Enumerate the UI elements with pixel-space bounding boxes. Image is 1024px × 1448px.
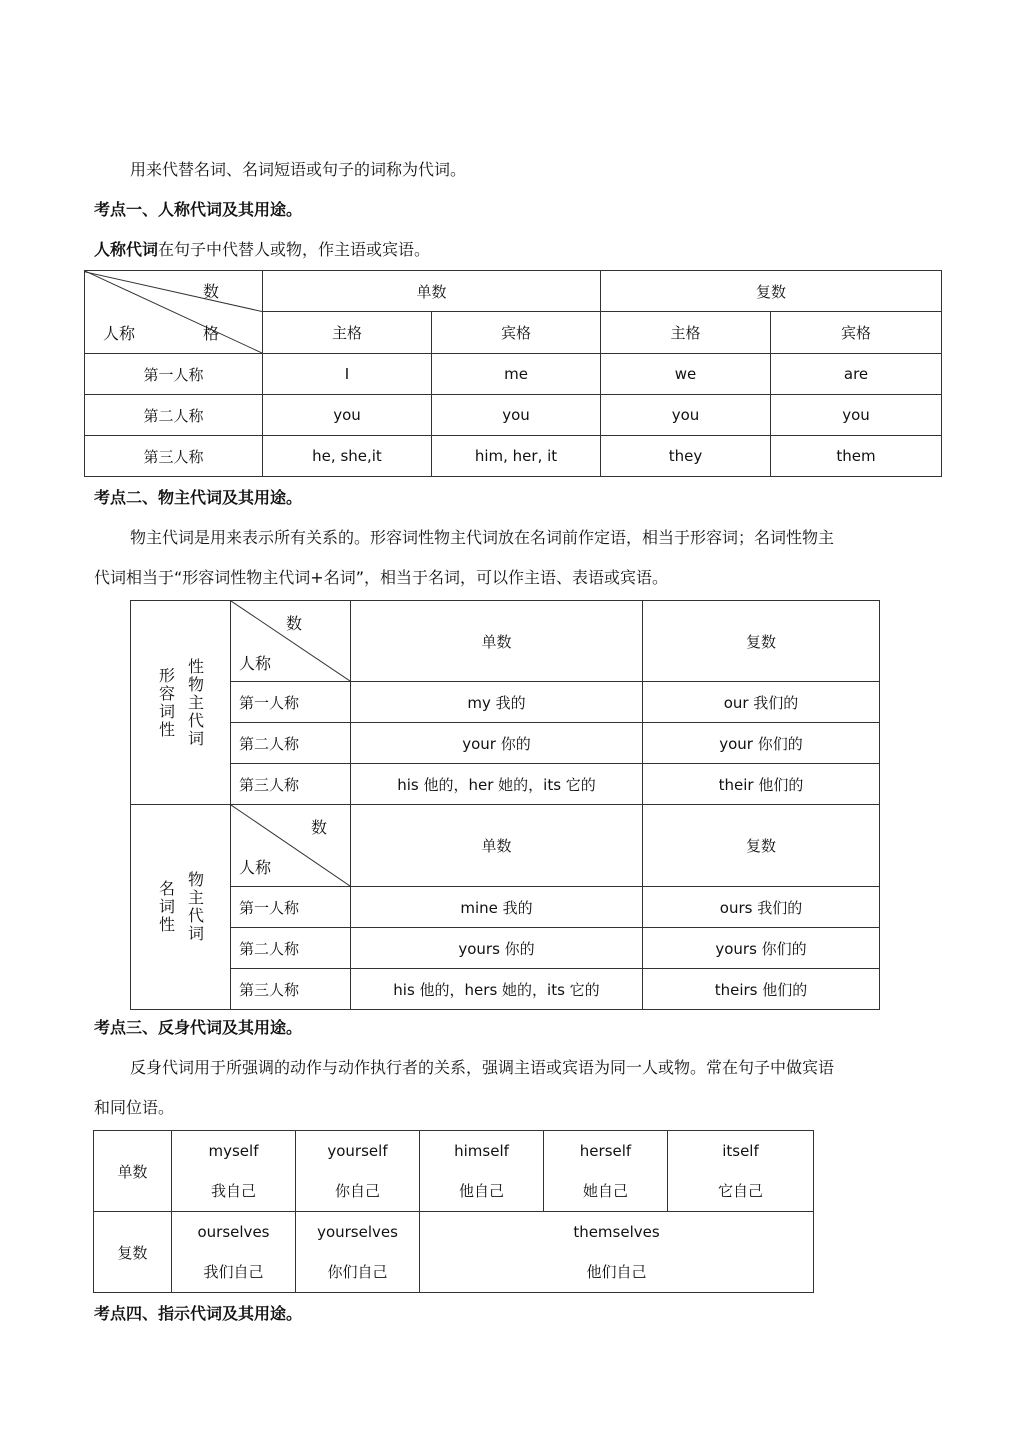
- reflexive-zh: 他们自己: [586, 1263, 647, 1281]
- section2-paragraph-line2: 代词相当于“形容词性物主代词+名词”，相当于名词，可以作主语、表语或宾语。: [94, 568, 668, 587]
- table-row: [131, 887, 880, 928]
- table3-cell: [172, 1131, 296, 1212]
- table-row: [131, 764, 880, 805]
- table1-corner-bottom-left: 人称: [103, 324, 136, 343]
- table1-cell: you: [601, 395, 771, 436]
- table2-singular-header: 单数: [351, 805, 643, 887]
- reflexive-zh: 它自己: [717, 1182, 763, 1200]
- table1-cell: I: [263, 354, 432, 395]
- table3-cell: [420, 1131, 544, 1212]
- table2-person-cell: 第三人称: [231, 764, 351, 805]
- section3-heading: 考点三、反身代词及其用途。: [94, 1018, 303, 1037]
- section2-paragraph-line1: 物主代词是用来表示所有关系的。形容词性物主代词放在名词前作定语，相当于形容词；名词性物主: [130, 528, 835, 547]
- table2-corner-top: 数: [311, 818, 328, 837]
- table2-person-cell: 第二人称: [231, 928, 351, 969]
- reflexive-zh: 她自己: [582, 1182, 628, 1200]
- table2-cell: theirs 他们的: [643, 969, 880, 1010]
- table3-cell: [544, 1131, 668, 1212]
- table2-cell: yours 你们的: [643, 928, 880, 969]
- section1-heading: 考点一、人称代词及其用途。: [94, 200, 303, 219]
- table3-cell: [668, 1131, 814, 1212]
- section3-paragraph-line2: 和同位语。: [94, 1098, 175, 1117]
- table2-cell: ours 我们的: [643, 887, 880, 928]
- reflexive-zh: 你们自己: [327, 1263, 388, 1281]
- reflexive-en: himself: [454, 1142, 509, 1160]
- table2-person-cell: 第三人称: [231, 969, 351, 1010]
- table1-cell: you: [771, 395, 942, 436]
- table1-person-cell: 第二人称: [85, 395, 263, 436]
- reflexive-en: yourself: [327, 1142, 388, 1160]
- adj-label-col1: 形容词性: [156, 666, 176, 739]
- table1-person-cell: 第一人称: [85, 354, 263, 395]
- table3-plural-label: 复数: [94, 1212, 172, 1293]
- noun-possessive-label-cell: [131, 805, 231, 1010]
- table2-corner-cell: [231, 805, 351, 887]
- table1-cell: me: [432, 354, 601, 395]
- table2-plural-header: 复数: [643, 601, 880, 682]
- reflexive-zh: 我自己: [210, 1182, 256, 1200]
- table-row: [94, 1131, 814, 1212]
- table-row: [85, 436, 942, 477]
- table1-corner-bottom-right: 格: [203, 324, 220, 343]
- table2-cell: their 他们的: [643, 764, 880, 805]
- reflexive-en: myself: [208, 1142, 259, 1160]
- section2-heading: 考点二、物主代词及其用途。: [94, 488, 303, 507]
- reflexive-en: themselves: [573, 1223, 660, 1241]
- section1-desc-rest: 在句子中代替人或物，作主语或宾语。: [158, 240, 431, 259]
- reflexive-en: itself: [722, 1142, 759, 1160]
- table3-cell: [296, 1212, 420, 1293]
- table2-cell: your 你们的: [643, 723, 880, 764]
- table3-cell: [296, 1131, 420, 1212]
- section4-heading: 考点四、指示代词及其用途。: [94, 1304, 303, 1323]
- noun-label-col1: 名词性: [156, 880, 176, 934]
- table2-cell: your 你的: [351, 723, 643, 764]
- table1-person-cell: 第三人称: [85, 436, 263, 477]
- table-row: [94, 1212, 814, 1293]
- table2-person-cell: 第二人称: [231, 723, 351, 764]
- table2-person-cell: 第一人称: [231, 682, 351, 723]
- table1-corner-cell: [85, 271, 263, 354]
- table2-cell: mine 我的: [351, 887, 643, 928]
- table2-corner-bottom: 人称: [239, 654, 272, 673]
- table-row: [131, 969, 880, 1010]
- table1-singular-header: 单数: [263, 271, 601, 312]
- table-row: [131, 723, 880, 764]
- intro-text: 用来代替名词、名词短语或句子的词称为代词。: [130, 160, 467, 179]
- table1-cell: you: [263, 395, 432, 436]
- table1-cell: them: [771, 436, 942, 477]
- table2-singular-header: 单数: [351, 601, 643, 682]
- section1-term: 人称代词: [94, 240, 159, 259]
- possessive-pronoun-table: [130, 600, 880, 1010]
- adj-possessive-label-cell: [131, 601, 231, 805]
- table1-plural-header: 复数: [601, 271, 942, 312]
- table1-cell: he, she,it: [263, 436, 432, 477]
- reflexive-en: herself: [579, 1142, 632, 1160]
- personal-pronoun-table: [84, 270, 942, 477]
- table3-singular-label: 单数: [94, 1131, 172, 1212]
- table2-corner-top: 数: [286, 614, 303, 633]
- section3-paragraph-line1: 反身代词用于所强调的动作与动作执行者的关系，强调主语或宾语为同一人或物。常在句子中做宾语: [130, 1058, 835, 1077]
- reflexive-pronoun-table: [93, 1130, 814, 1293]
- table2-cell: his 他的，hers 她的，its 它的: [351, 969, 643, 1010]
- table1-object-header: 宾格: [771, 312, 942, 354]
- table1-cell: they: [601, 436, 771, 477]
- table2-cell: yours 你的: [351, 928, 643, 969]
- reflexive-zh: 他自己: [458, 1182, 504, 1200]
- table2-cell: our 我们的: [643, 682, 880, 723]
- table-row: [131, 682, 880, 723]
- table1-subject-header: 主格: [263, 312, 432, 354]
- table2-corner-bottom: 人称: [239, 858, 272, 877]
- table1-cell: him, her, it: [432, 436, 601, 477]
- table2-cell: his 他的，her 她的，its 它的: [351, 764, 643, 805]
- table-row: [85, 395, 942, 436]
- table2-person-cell: 第一人称: [231, 887, 351, 928]
- table3-cell: [172, 1212, 296, 1293]
- section1-desc: [94, 230, 924, 270]
- table3-cell: [420, 1212, 814, 1293]
- table-row: [131, 928, 880, 969]
- reflexive-zh: 我们自己: [203, 1263, 264, 1281]
- table1-cell: we: [601, 354, 771, 395]
- table1-subject-header: 主格: [601, 312, 771, 354]
- table-row: [85, 354, 942, 395]
- table1-object-header: 宾格: [432, 312, 601, 354]
- table1-cell: are: [771, 354, 942, 395]
- table2-corner-cell: [231, 601, 351, 682]
- table2-plural-header: 复数: [643, 805, 880, 887]
- table1-cell: you: [432, 395, 601, 436]
- table2-cell: my 我的: [351, 682, 643, 723]
- table1-corner-top: 数: [203, 282, 220, 301]
- noun-label-col2: 物主代词: [185, 871, 205, 943]
- reflexive-zh: 你自己: [334, 1182, 380, 1200]
- adj-label-col2: 性物主代词: [185, 657, 205, 748]
- reflexive-en: ourselves: [197, 1223, 270, 1241]
- reflexive-en: yourselves: [317, 1223, 398, 1241]
